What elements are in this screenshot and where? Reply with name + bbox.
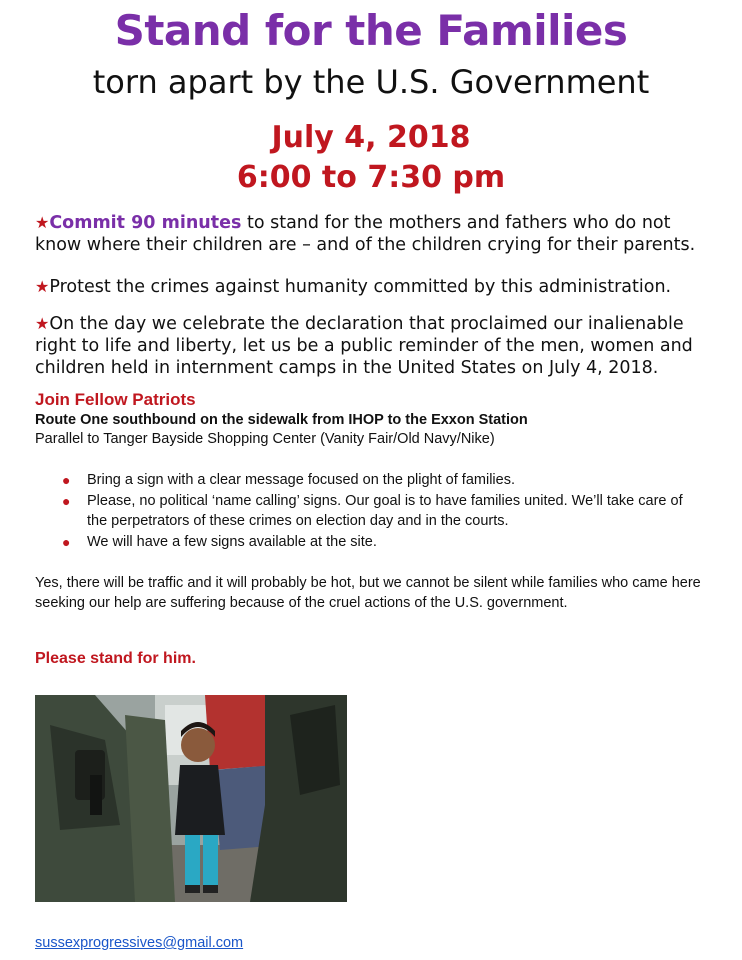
flyer-title: Stand for the Families	[114, 6, 628, 55]
list-item-text: Bring a sign with a clear message focused on the plight of families.	[87, 472, 515, 488]
star-icon: ★	[35, 213, 50, 232]
child-photo	[35, 695, 347, 902]
list-item-text: Please, no political ‘name calling’ signs. Our goal is to have families united. We’ll take care of the perpetrators of these crimes on election day and in the courts.	[87, 493, 683, 529]
star-icon: ★	[35, 277, 50, 296]
list-item	[35, 470, 695, 490]
list-item-text: We will have a few signs available at the site.	[87, 534, 377, 550]
point-text: Protest the crimes against humanity committed by this administration.	[49, 277, 672, 297]
closing-paragraph: Yes, there will be traffic and it will probably be hot, but we cannot be silent while families who came here seeking our help are suffering because of the cruel actions of the U.S. government.	[35, 575, 701, 611]
event-time: 6:00 to 7:30 pm	[236, 160, 506, 195]
bullet-icon: ●	[62, 534, 71, 550]
guidelines-list	[35, 470, 695, 553]
star-icon: ★	[35, 314, 50, 333]
list-item	[35, 532, 695, 552]
commit-highlight: Commit 90 minutes	[49, 213, 242, 233]
event-date: July 4, 2018	[271, 120, 471, 155]
location-heading: Join Fellow Patriots	[35, 390, 196, 409]
location-route: Route One southbound on the sidewalk from IHOP to the Exxon Station	[35, 412, 528, 428]
location-parallel: Parallel to Tanger Bayside Shopping Center (Vanity Fair/Old Navy/Nike)	[35, 431, 495, 447]
bullet-icon: ●	[62, 493, 71, 509]
bullet-icon: ●	[62, 472, 71, 488]
contact-email-link[interactable]: sussexprogressives@gmail.com	[35, 935, 244, 951]
point-declaration	[35, 313, 715, 379]
point-protest	[35, 276, 715, 298]
flyer-subtitle: torn apart by the U.S. Government	[92, 63, 650, 101]
list-item	[35, 491, 695, 531]
point-commit	[35, 212, 715, 256]
point-text: to stand for the mothers and fathers who do not know where their children are – and of the children crying for their parents.	[35, 213, 696, 255]
point-text: On the day we celebrate the declaration that proclaimed our inalienable right to life and liberty, let us be a public reminder of the men, women and children held in internment camps in the United States on July 4, 2018.	[35, 314, 693, 378]
plea-text: Please stand for him.	[35, 650, 196, 667]
